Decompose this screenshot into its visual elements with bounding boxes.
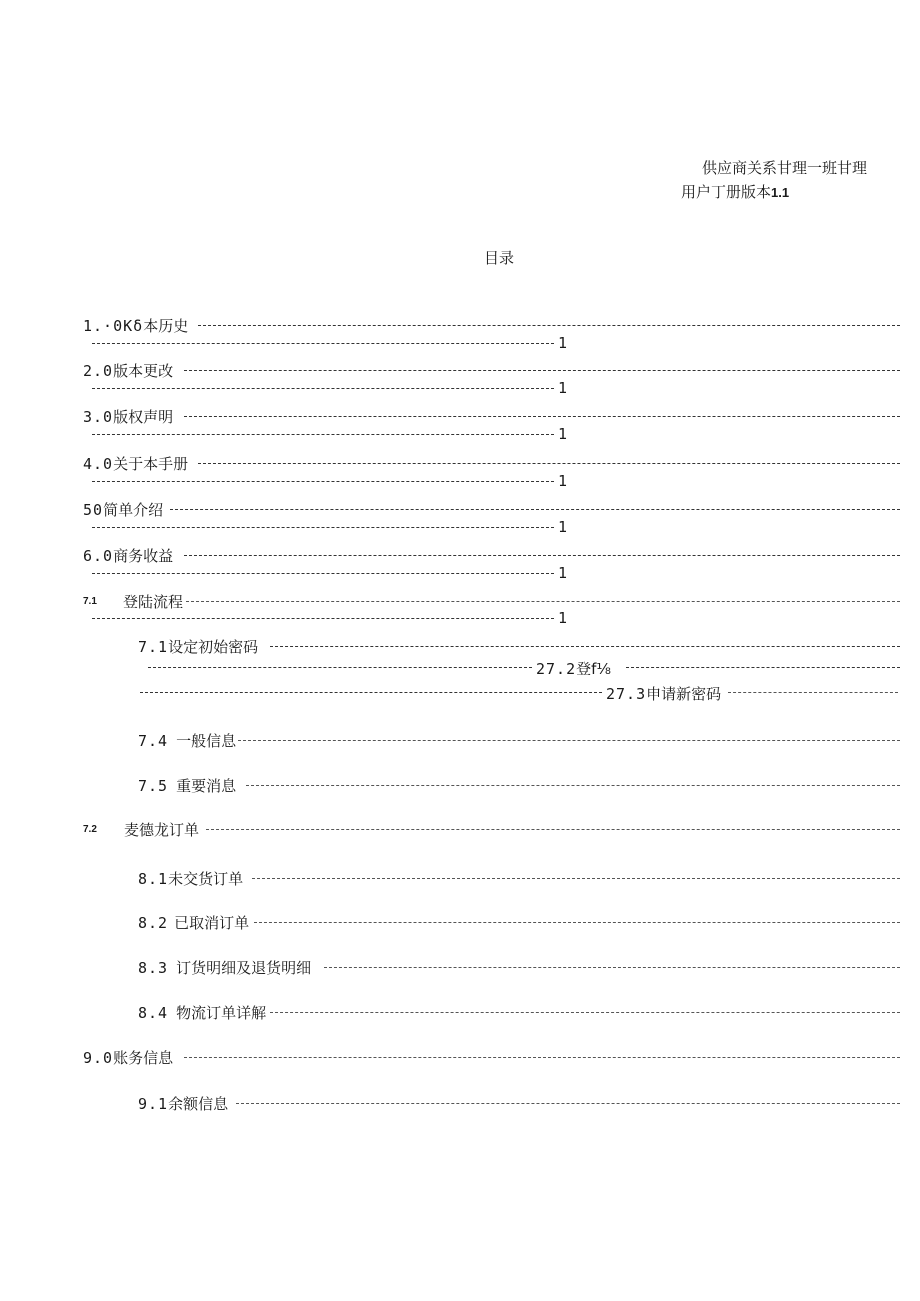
toc-leader	[170, 509, 900, 510]
toc-subentry-number: 8.2	[138, 914, 169, 932]
toc-section-number: 7.2	[83, 824, 97, 835]
toc-subentry-number: 27.3	[606, 685, 647, 703]
toc-subentry-label: 设定初始密码	[168, 638, 259, 656]
toc-leader	[206, 829, 900, 830]
toc-subentry-logistics[interactable]	[138, 1002, 266, 1023]
toc-subentry-number: 9.1	[138, 1095, 169, 1113]
toc-subentry-label: 余额信息	[168, 1095, 229, 1113]
toc-subentry-general-info[interactable]	[138, 730, 236, 751]
toc-leader	[92, 481, 554, 482]
toc-subentry-label: 未交货订单	[168, 870, 244, 888]
toc-leader	[92, 618, 554, 619]
toc-entry-7-2-label[interactable]: 麦德龙订单	[124, 821, 200, 839]
toc-entry-6-label: 商务收益	[113, 547, 174, 565]
toc-entry-9-label: 账务信息	[113, 1049, 174, 1067]
toc-leader	[184, 370, 900, 371]
toc-leader	[728, 692, 898, 693]
toc-entry-3[interactable]	[83, 406, 173, 427]
toc-entry-1-page: 1	[558, 334, 568, 352]
toc-leader	[236, 1103, 900, 1104]
toc-entry-4[interactable]	[83, 453, 188, 474]
toc-subentry-login[interactable]	[536, 658, 611, 679]
toc-leader	[186, 601, 900, 602]
toc-entry-7-1-label[interactable]: 登陆流程	[123, 593, 184, 611]
toc-title: 目录	[484, 249, 515, 267]
toc-entry-4-page: 1	[558, 472, 568, 490]
toc-leader	[254, 922, 900, 923]
toc-subentry-label: 已取消订单	[174, 914, 250, 932]
toc-subentry-label: 重要消息	[176, 777, 237, 795]
toc-entry-1[interactable]	[83, 315, 188, 336]
toc-subentry-new-password[interactable]	[606, 683, 721, 704]
toc-subentry-label: 登f⅛	[576, 660, 611, 678]
toc-subentry-number: 8.3	[138, 959, 169, 977]
toc-subentry-number: 7.1	[138, 638, 169, 656]
toc-leader	[184, 416, 900, 417]
toc-subentry-number: 8.4	[138, 1004, 169, 1022]
toc-entry-6-number: 6.0	[83, 547, 114, 565]
toc-entry-6[interactable]	[83, 545, 173, 566]
toc-leader	[626, 667, 900, 668]
toc-subentry-number: 27.2	[536, 660, 577, 678]
toc-subentry-order-details[interactable]	[138, 957, 311, 978]
toc-entry-6-page: 1	[558, 564, 568, 582]
toc-leader	[270, 646, 900, 647]
doc-header-subtitle	[681, 181, 789, 202]
toc-entry-2-label: 版本更改	[113, 362, 174, 380]
toc-entry-3-page: 1	[558, 425, 568, 443]
toc-entry-3-label: 版权声明	[113, 408, 174, 426]
toc-leader	[324, 967, 900, 968]
toc-subentry-important-news[interactable]	[138, 775, 236, 796]
toc-leader	[92, 343, 554, 344]
toc-leader	[148, 667, 532, 668]
toc-entry-5-number: 50	[83, 501, 104, 519]
toc-leader	[270, 1012, 900, 1013]
doc-header-subtitle-text: 用户丁册版本	[681, 183, 772, 201]
toc-entry-4-number: 4.0	[83, 455, 114, 473]
toc-subentry-label: 物流订单详解	[176, 1004, 267, 1022]
toc-entry-1-number: 1.·0Kδ	[83, 317, 144, 335]
toc-leader	[140, 692, 602, 693]
toc-entry-2-number: 2.0	[83, 362, 114, 380]
toc-entry-2[interactable]	[83, 360, 173, 381]
toc-entry-5-page: 1	[558, 518, 568, 536]
toc-subentry-set-password[interactable]	[138, 636, 258, 657]
toc-leader	[92, 388, 554, 389]
toc-subentry-number: 7.4	[138, 732, 169, 750]
toc-subentry-number: 7.5	[138, 777, 169, 795]
toc-entry-4-label: 关于本手册	[113, 455, 189, 473]
toc-leader	[184, 555, 900, 556]
toc-subentry-cancelled[interactable]	[138, 912, 249, 933]
toc-subentry-undelivered[interactable]	[138, 868, 243, 889]
toc-leader	[246, 785, 900, 786]
doc-header-title: 供应商关系甘理一班甘理	[702, 159, 868, 177]
toc-subentry-label: 一般信息	[176, 732, 237, 750]
toc-subentry-balance[interactable]	[138, 1093, 228, 1114]
toc-entry-9[interactable]	[83, 1047, 173, 1068]
toc-subentry-number: 8.1	[138, 870, 169, 888]
toc-section-number: 7.1	[83, 596, 97, 607]
toc-leader	[238, 740, 900, 741]
toc-entry-1-label: 本历史	[143, 317, 189, 335]
toc-leader	[92, 527, 554, 528]
toc-entry-5-label: 简单介绍	[103, 501, 164, 519]
toc-entry-3-number: 3.0	[83, 408, 114, 426]
toc-leader	[198, 325, 900, 326]
toc-leader	[198, 463, 900, 464]
toc-entry-2-page: 1	[558, 379, 568, 397]
toc-entry-7-1-page: 1	[558, 609, 568, 627]
toc-leader	[184, 1057, 900, 1058]
toc-entry-5[interactable]	[83, 499, 163, 520]
doc-header-version: 1.1	[771, 185, 790, 200]
toc-leader	[92, 434, 554, 435]
toc-subentry-label: 申请新密码	[646, 685, 722, 703]
toc-leader	[252, 878, 900, 879]
toc-leader	[92, 573, 554, 574]
toc-subentry-label: 订货明细及退货明细	[176, 959, 312, 977]
toc-entry-9-number: 9.0	[83, 1049, 114, 1067]
